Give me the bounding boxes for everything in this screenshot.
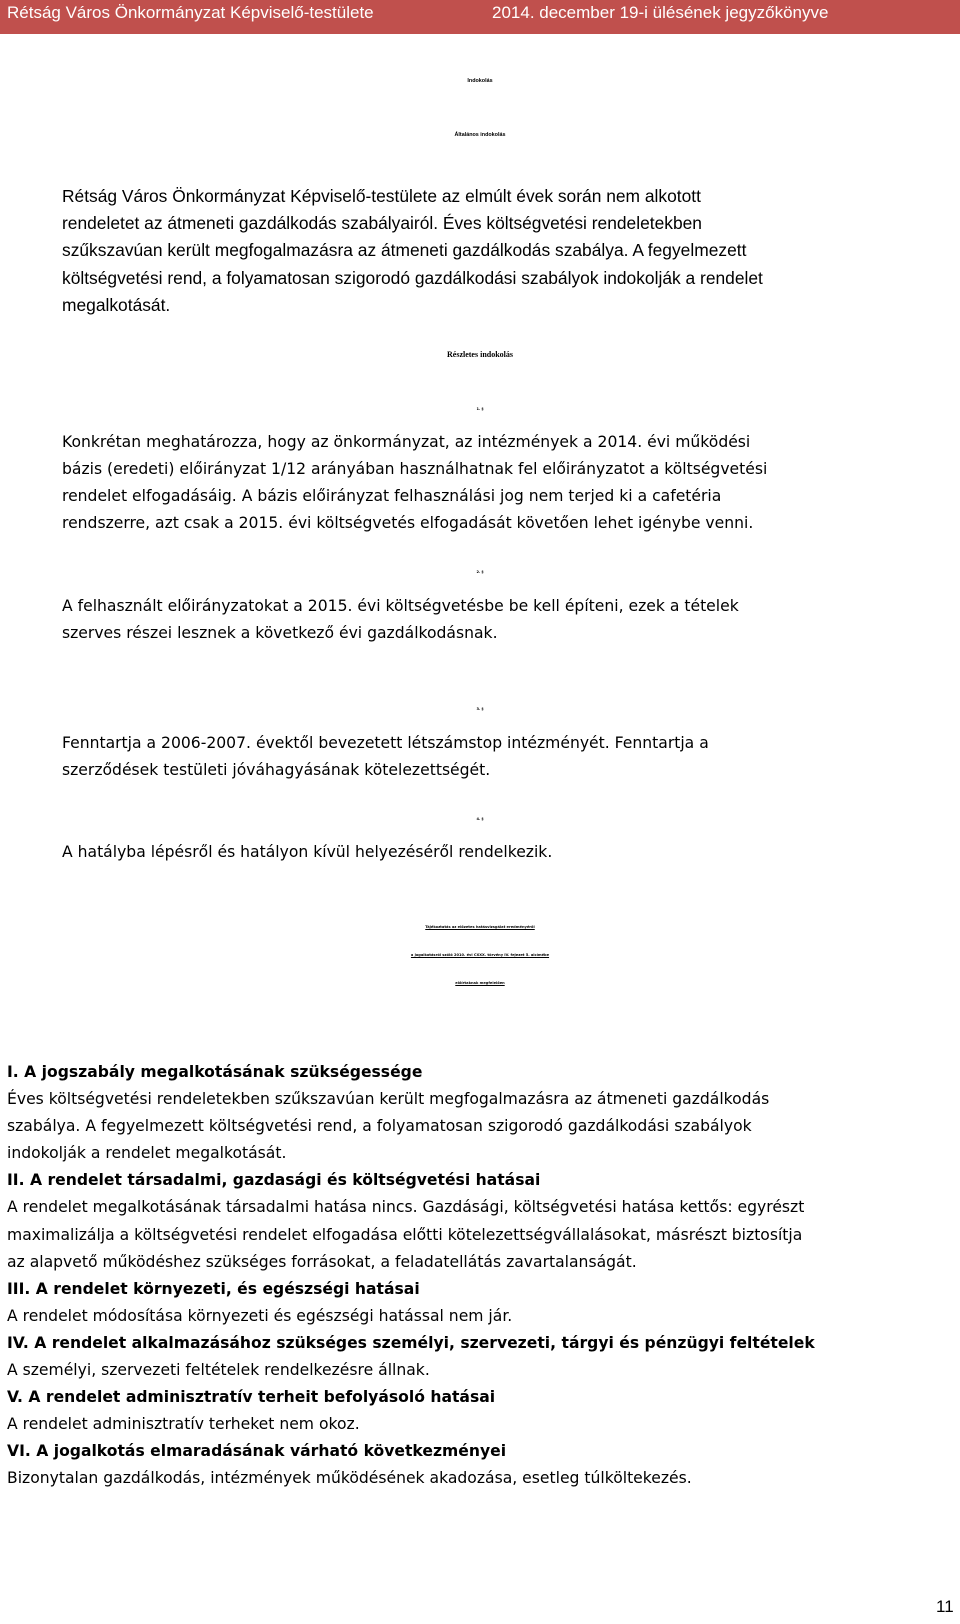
impact-6-line: Bizonytalan gazdálkodás, intézmények működésének akadozása, esetleg túlköltekezés.	[7, 1469, 692, 1487]
heading-altalanos-indokolas: Általános indokolás	[454, 132, 506, 138]
general-line: megalkotását.	[62, 295, 171, 315]
header-right: 2014. december 19-i ülésének jegyzőkönyve	[492, 3, 829, 22]
impact-2-line: A rendelet megalkotásának társadalmi hatása nincs. Gazdásági, költségvetési hatása kettős: egyrészt	[7, 1198, 805, 1216]
section-number-3: 3. §	[476, 707, 484, 711]
impact-heading-3: III. A rendelet környezeti, és egészségi hatásai	[7, 1280, 420, 1298]
general-line: szűkszavúan került megfogalmazásra az átmeneti gazdálkodás szabálya. A fegyelmezett	[62, 240, 747, 260]
section-number-4: 4. §	[476, 817, 484, 821]
section-3-line: szerződések testületi jóváhagyásának kötelezettségét.	[62, 761, 491, 779]
section-1-line: Konkrétan meghatározza, hogy az önkormányzat, az intézmények a 2014. évi működési	[62, 433, 751, 451]
impact-heading-1: I. A jogszabály megalkotásának szükségessége	[7, 1063, 423, 1081]
heading-indokolas: Indokolás	[467, 78, 493, 84]
impact-1-line: Éves költségvetési rendeletekben szűkszavúan került megfogalmazásra az átmeneti gazdálkodás	[7, 1090, 770, 1108]
impact-3-line: A rendelet módosítása környezeti és egészségi hatással nem jár.	[7, 1307, 513, 1325]
section-number-2: 2. §	[476, 570, 484, 574]
impact-4-line: A személyi, szervezeti feltételek rendelkezésre állnak.	[7, 1361, 430, 1379]
general-line: rendeletet az átmeneti gazdálkodás szabályairól. Éves költségvetési rendeletekben	[62, 213, 702, 233]
page-number: 11	[936, 1597, 954, 1616]
section-2-line: A felhasznált előirányzatokat a 2015. évi költségvetésbe be kell építeni, ezek a tételek	[62, 597, 739, 615]
impact-heading-5: V. A rendelet adminisztratív terheit befolyásoló hatásai	[7, 1388, 496, 1406]
general-line: Rétság Város Önkormányzat Képviselő-testülete az elmúlt évek során nem alkotott	[62, 186, 701, 206]
page-header	[0, 0, 960, 34]
section-1-line: rendelet elfogadásáig. A bázis előirányzat felhasználási jog nem terjed ki a cafetéria	[62, 487, 722, 505]
general-line: költségvetési rend, a folyamatosan szigorodó gazdálkodási szabályok indokolják a rendelet	[62, 268, 763, 288]
section-4-line: A hatályba lépésről és hatályon kívül helyezéséről rendelkezik.	[62, 843, 553, 861]
impact-1-line: indokolják a rendelet megalkotását.	[7, 1144, 287, 1162]
impact-2-line: az alapvető működéshez szükséges forrásokat, a feladatellátás zavartalanságát.	[7, 1253, 637, 1271]
impact-5-line: A rendelet adminisztratív terheket nem okoz.	[7, 1415, 360, 1433]
impact-heading-2: II. A rendelet társadalmi, gazdasági és költségvetési hatásai	[7, 1171, 541, 1189]
section-3-line: Fenntartja a 2006-2007. évektől bevezetett létszámstop intézményét. Fenntartja a	[62, 734, 709, 752]
impact-2-line: maximalizálja a költségvetési rendelet elfogadása előtti kötelezettségvállalásokat, másrészt biztosítja	[7, 1226, 803, 1244]
heading-reszletes-indokolas: Részletes indokolás	[447, 350, 513, 359]
section-1-line: bázis (eredeti) előirányzat 1/12 arányában használhatnak fel előirányzatot a költségvetési	[62, 460, 768, 478]
tajekoztatas-heading: Tájékoztatás az előzetes hatásvizsgálat eredményéről	[425, 925, 535, 929]
section-2-line: szerves részei lesznek a következő évi gazdálkodásnak.	[62, 624, 498, 642]
impact-heading-4: IV. A rendelet alkalmazásához szükséges személyi, szervezeti, tárgyi és pénzügyi feltételek	[7, 1334, 815, 1352]
tajekoztatas-heading: a jogalkotásról szóló 2010. évi CXXX. törvény IV. fejezet 5. alcímébe	[410, 953, 550, 957]
tajekoztatas-heading: előírtaknak megfelelően	[455, 981, 505, 985]
section-number-1: 1. §	[476, 407, 484, 411]
impact-1-line: szabálya. A fegyelmezett költségvetési rend, a folyamatosan szigorodó gazdálkodási szabályok	[7, 1117, 752, 1135]
impact-heading-6: VI. A jogalkotás elmaradásának várható következményei	[7, 1442, 507, 1460]
header-left: Rétság Város Önkormányzat Képviselő-testülete	[7, 3, 374, 22]
section-1-line: rendszerre, azt csak a 2015. évi költségvetés elfogadását követően lehet igénybe venni.	[62, 514, 754, 532]
